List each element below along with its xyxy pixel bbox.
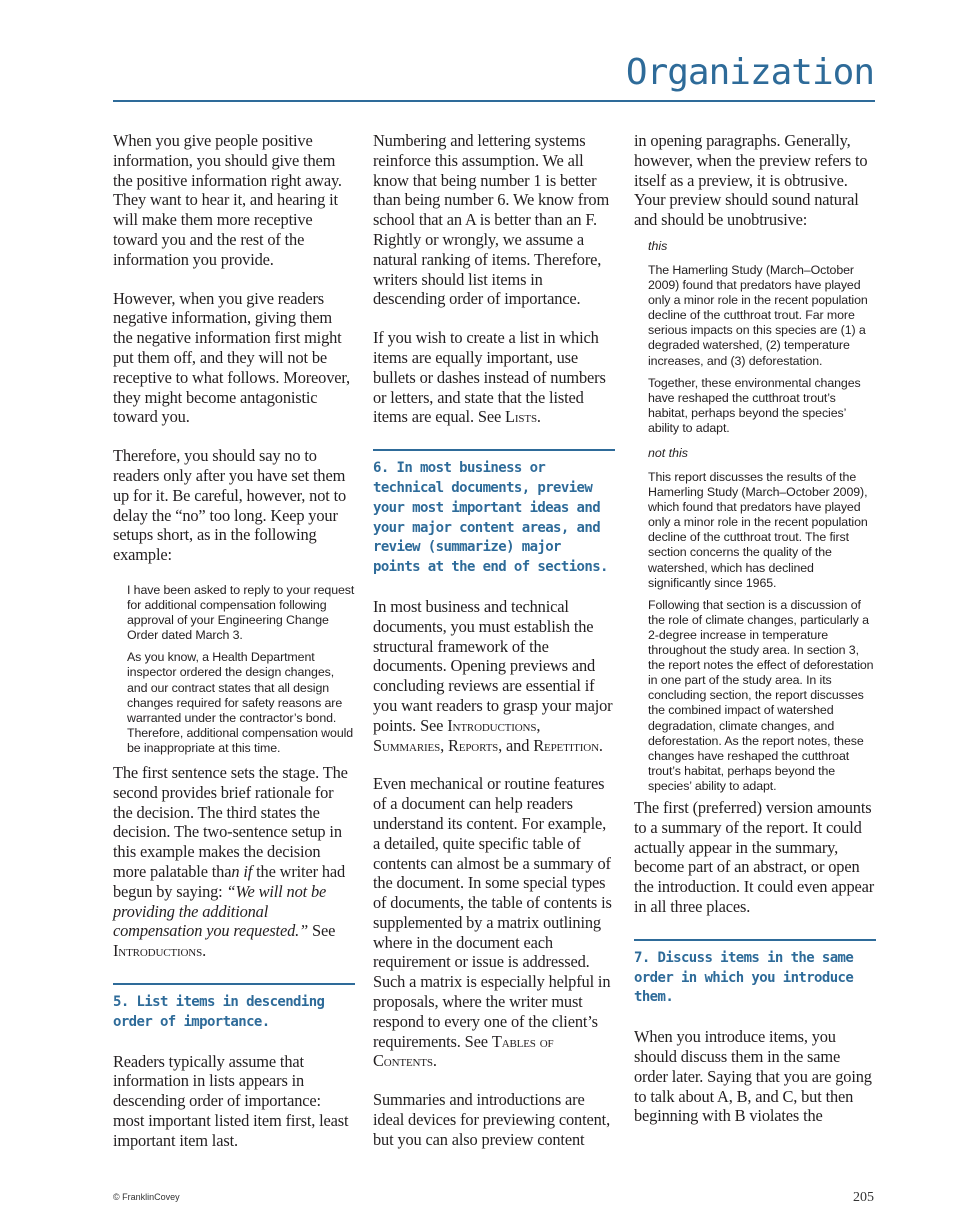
header-rule [113,100,875,102]
example-text: Together, these environmental changes have reshaped the cutthroat trout’s habitat, perhaps beyond the species’ ability to adapt. [648,375,861,435]
column-2 [373,131,615,1169]
section-heading-7: 7. Discuss items in the same order in which you introduce them. [634,949,854,1006]
section-heading-6: 6. In most business or technical documents, preview your most important ideas and your major content areas, and review (summarize) major points at the end of sections. [373,460,608,576]
paragraph [373,597,615,755]
cross-reference-introductions: Introductions [113,941,203,961]
example-text: The Hamerling Study (March–October 2009) found that predators have played only a minor role in the recent population decline of the cutthroat trout. Far more serious impacts on this species are (1) a degraded watershed, (2) temperature increases, and (3) deforestation. [648,262,868,368]
column-3 [634,131,876,1145]
text-run: , [536,715,541,735]
paragraph [373,774,615,1071]
example-text: This report discusses the results of the Hamerling Study (March–October 2009), which found that predators have played only a minor role in the recent population decline of the cutthroat trout. The first section concerns the quality of the watershed, which has declined significantly since 1965. [648,470,868,590]
paragraph: Therefore, you should say no to readers only after you have set them up for it. Be careful, however, not to delay the “no” too long. Keep your setups short, as in the following example: [113,446,347,565]
page-title: Organization [625,52,874,93]
section-rule [634,939,876,941]
cross-reference-reports: Reports [447,735,499,755]
example-block [113,583,355,756]
paragraph: When you give people positive information, you should give them the positive information right away. They want to hear it, and hearing it will make them more receptive toward you and the rest of the information you provide. [113,131,342,269]
text-run: . [432,1051,437,1071]
paragraph: Numbering and lettering systems reinforce this assumption. We all know that being number 1 is better than being number 6. We know from school that an A is better than an F. Rightly or wrongly, we assume a natural ranking of items. Therefore, writers should list items in descending order of importance. [373,131,610,309]
page-number: 205 [853,1190,874,1205]
example-label-this: this [648,238,668,253]
column-1 [113,131,355,1170]
example-text: As you know, a Health Department inspector ordered the design changes, and our contract states that all design changes required for safety reasons are warranted under the contractor’s bond. Therefore, additional compensation would be inappropriate at this time. [127,650,354,755]
text-run: . [536,407,541,427]
example-this [634,239,876,794]
italic-quote: “We will not be providing the additional compensation you requested.” [113,881,327,941]
cross-reference-tables-of-contents: Tables of Contents [373,1031,554,1071]
italic-text: n if [231,861,253,881]
text-run: . [202,941,207,961]
paragraph: Readers typically assume that information in lists appears in descending order of importance: most important listed item first, least important item last. [113,1051,349,1150]
text-run: . [598,735,603,755]
paragraph: in opening paragraphs. Generally, however, when the preview refers to itself as a preview, it is obtrusive. Your preview should sound natural and should be unobtrusive: [634,131,868,230]
paragraph: The first (preferred) version amounts to a summary of the report. It could actually appear in the summary, become part of an abstract, or open the introduction. It could even appear in all three places. [634,797,875,916]
text-run: , [440,735,448,755]
section-heading-5: 5. List items in descending order of importance. [113,993,325,1030]
cross-reference-lists: Lists [505,407,537,427]
section-rule [373,449,615,451]
text-run: the writer had begun by saying: [113,861,346,901]
example-text: Following that section is a discussion of the role of climate changes, particularly a 2-degree increase in temperature throughout the study area. In section 3, the report notes the effect of deforestation in one part of the study area. In its concluding section, the report discusses the combined impact of watershed degradation, climate changes, and deforestation. As the report notes, these changes have reshaped the cutthroat trout’s habitat, perhaps beyond the species’ ability to adapt. [648,597,874,793]
section-rule [113,983,355,985]
example-label-not-this: not this [648,446,688,461]
example-text: I have been asked to reply to your request for additional compensation following approval of your Engineering Change Order dated March 3. [127,582,355,643]
footer-brand: © FranklinCovey [113,1192,180,1202]
paragraph: However, when you give readers negative information, giving them the negative information first might put them off, and they will not be receptive to what follows. Moreover, they might become antagonistic toward you. [113,288,350,427]
paragraph: When you introduce items, you should discuss them in the same order later. Saying that you are going to talk about A, B, and C, but then beginning with B violates the [634,1027,872,1126]
cross-reference-repetition: Repetition [533,735,599,755]
cross-reference-summaries: Summaries [373,735,441,755]
text-run: In most business and technical documents, you must establish the structural framework of the documents. Opening previews and concluding reviews are essential if you want readers to grasp your major points. See [373,596,613,735]
text-run: See [308,921,336,941]
cross-reference-introductions: Introductions [447,715,537,735]
paragraph [373,328,615,427]
text-run: The first sentence sets the stage. The second provides brief rationale for the decision. The third states the decision. The two-sentence setup in this example makes the decision more palatable tha [113,762,348,881]
paragraph [113,763,355,961]
text-run: If you wish to create a list in which items are equally important, use bullets or dashes instead of numbers or letters, and state that the listed items are equal. See [373,328,606,427]
paragraph: Summaries and introductions are ideal devices for previewing content, but you can also preview content [373,1090,611,1149]
text-run: Even mechanical or routine features of a document can help readers understand its content. For example, a detailed, quite specific table of contents can almost be a summary of the document. In some special types of documents, the table of contents is supplemented by a matrix outlining where in the document each requirement or issue is addressed. Such a matrix is especially helpful in proposals, where the writer must respond to every one of the client’s requirements. See [373,774,612,1051]
text-run: , and [498,735,534,755]
